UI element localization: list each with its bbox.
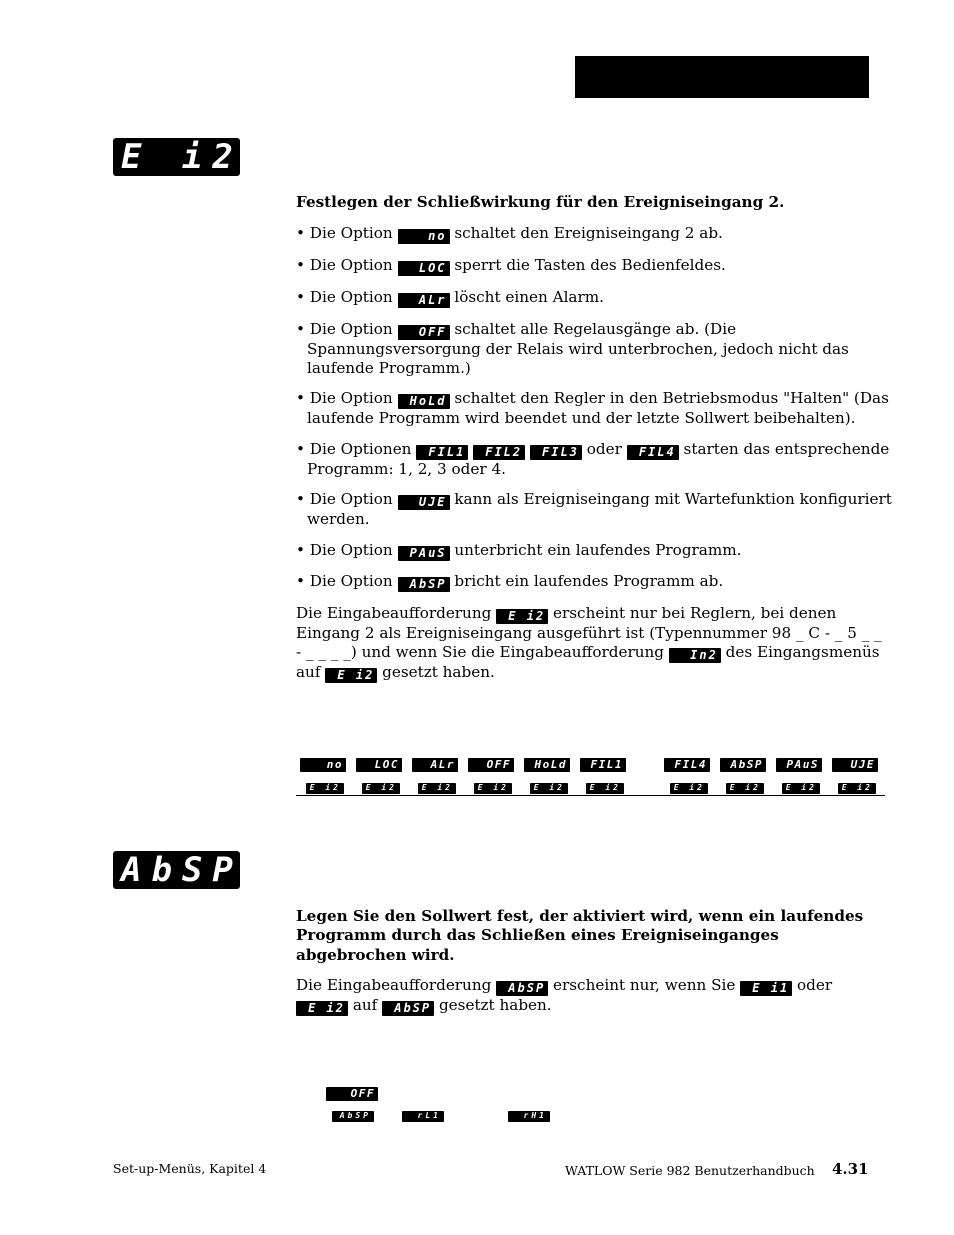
- lcd-prompt: E i2: [586, 783, 624, 794]
- lcd-code: FIL2: [473, 445, 525, 460]
- lcd-value: PAuS: [776, 758, 822, 772]
- lcd-value: FIL1: [580, 758, 626, 772]
- section2-note: Die Eingabeaufforderung AbSP erscheint nur, wenn Sie E i1 oder E i2 auf AbSP gesetzt haben.: [296, 976, 833, 1015]
- lcd-code: AbSP: [382, 1001, 434, 1016]
- lcd-code: AbSP: [398, 577, 450, 592]
- option-item: • Die Option AbSP bricht ein laufendes Programm ab.: [296, 572, 724, 591]
- header-bar: [575, 56, 869, 98]
- lcd-code: UJE: [398, 495, 450, 510]
- table-cell: [664, 752, 710, 772]
- table-rule: [296, 795, 885, 796]
- lcd-prompt: rH1: [508, 1111, 550, 1122]
- section1-heading: Festlegen der Schließwirkung für den Ereigniseingang 2.: [296, 193, 785, 211]
- lcd-prompt: E i2: [418, 783, 456, 794]
- lcd-code: In2: [669, 648, 721, 663]
- lcd-prompt: E i2: [838, 783, 876, 794]
- lcd-code: FIL3: [530, 445, 582, 460]
- option-item: • Die Option OFF schaltet alle Regelausgänge ab. (Die Spannungsversorgung der Relais wird unterbrochen, jedoch nicht das laufende Programm.): [296, 320, 849, 378]
- lcd-value: LOC: [356, 758, 402, 772]
- lcd-prompt: rL1: [402, 1111, 444, 1122]
- table-cell: [412, 752, 458, 772]
- lcd-prompt: E i2: [474, 783, 512, 794]
- range-low: [402, 1102, 444, 1122]
- lcd-code: E i2: [296, 1001, 348, 1016]
- lcd-code: no: [398, 229, 450, 244]
- table-cell: [356, 752, 402, 772]
- section1-note: Die Eingabeaufforderung E i2 erscheint nur bei Reglern, bei denen Eingang 2 als Ereigniseingang ausgeführt ist (Typennummer 98 _ C - _ 5 _ _ - _ _ _ _) und wenn Sie die Eingabeaufforderung In2 des Eingangsmenüs auf E i2 gesetzt haben.: [296, 604, 882, 683]
- lcd-value: UJE: [832, 758, 878, 772]
- lcd-code: ALr: [398, 293, 450, 308]
- lcd-value: no: [300, 758, 346, 772]
- lcd-prompt: E i2: [726, 783, 764, 794]
- option-item: • Die Option no schaltet den Ereigniseingang 2 ab.: [296, 224, 723, 243]
- range-prompt: [332, 1102, 374, 1122]
- lcd-prompt: E i2: [362, 783, 400, 794]
- value-table: [296, 752, 885, 797]
- footer-left: Set-up-Menüs, Kapitel 4: [113, 1161, 267, 1176]
- table-cell: [524, 752, 570, 772]
- lcd-value: ALr: [412, 758, 458, 772]
- lcd-prompt: AbSP: [332, 1111, 374, 1122]
- lcd-value: AbSP: [720, 758, 766, 772]
- table-cell: [720, 752, 766, 772]
- section2-heading: Legen Sie den Sollwert fest, der aktiviert wird, wenn ein laufendes Programm durch das Schließen eines Ereigniseinganges abgebrochen wird.: [296, 907, 864, 964]
- lcd-code: LOC: [398, 261, 450, 276]
- range-default: [326, 1081, 378, 1101]
- lcd-code: HoLd: [398, 394, 450, 409]
- option-item: • Die Option PAuS unterbricht ein laufendes Programm.: [296, 541, 742, 560]
- lcd-value: FIL4: [664, 758, 710, 772]
- footer-right: WATLOW Serie 982 Benutzerhandbuch: [565, 1163, 815, 1178]
- lcd-code: E i1: [740, 981, 792, 996]
- range-high: [508, 1102, 550, 1122]
- lcd-code: PAuS: [398, 546, 450, 561]
- lcd-prompt: E i2: [782, 783, 820, 794]
- lcd-value: HoLd: [524, 758, 570, 772]
- table-cell: [300, 752, 346, 772]
- option-item: • Die Option HoLd schaltet den Regler in den Betriebsmodus "Halten" (Das laufende Programm wird beendet und der letzte Sollwert beibehalten).: [296, 389, 889, 427]
- lcd-code: AbSP: [496, 981, 548, 996]
- option-item: • Die Option UJE kann als Ereigniseingang mit Wartefunktion konfiguriert werden.: [296, 490, 892, 528]
- lcd-prompt: E i2: [530, 783, 568, 794]
- option-item: • Die Optionen FIL1 FIL2 FIL3 oder FIL4 starten das entsprechende Programm: 1, 2, 3 oder 4.: [296, 440, 890, 478]
- option-item: • Die Option LOC sperrt die Tasten des Bedienfeldes.: [296, 256, 726, 275]
- page-number: 4.31: [832, 1160, 869, 1178]
- prompt-display-absp: AbSP: [113, 851, 240, 889]
- lcd-code: FIL1: [416, 445, 468, 460]
- table-cell: [776, 752, 822, 772]
- lcd-value: OFF: [468, 758, 514, 772]
- lcd-code: FIL4: [627, 445, 679, 460]
- table-cell: [468, 752, 514, 772]
- prompt-display-e-i2: E i2: [113, 138, 240, 176]
- lcd-code: E i2: [325, 668, 377, 683]
- table-cell: [832, 752, 878, 772]
- lcd-code: E i2: [496, 609, 548, 624]
- lcd-value: OFF: [326, 1087, 378, 1101]
- lcd-code: OFF: [398, 325, 450, 340]
- table-cell: [580, 752, 626, 772]
- lcd-prompt: E i2: [306, 783, 344, 794]
- option-item: • Die Option ALr löscht einen Alarm.: [296, 288, 604, 307]
- lcd-prompt: E i2: [670, 783, 708, 794]
